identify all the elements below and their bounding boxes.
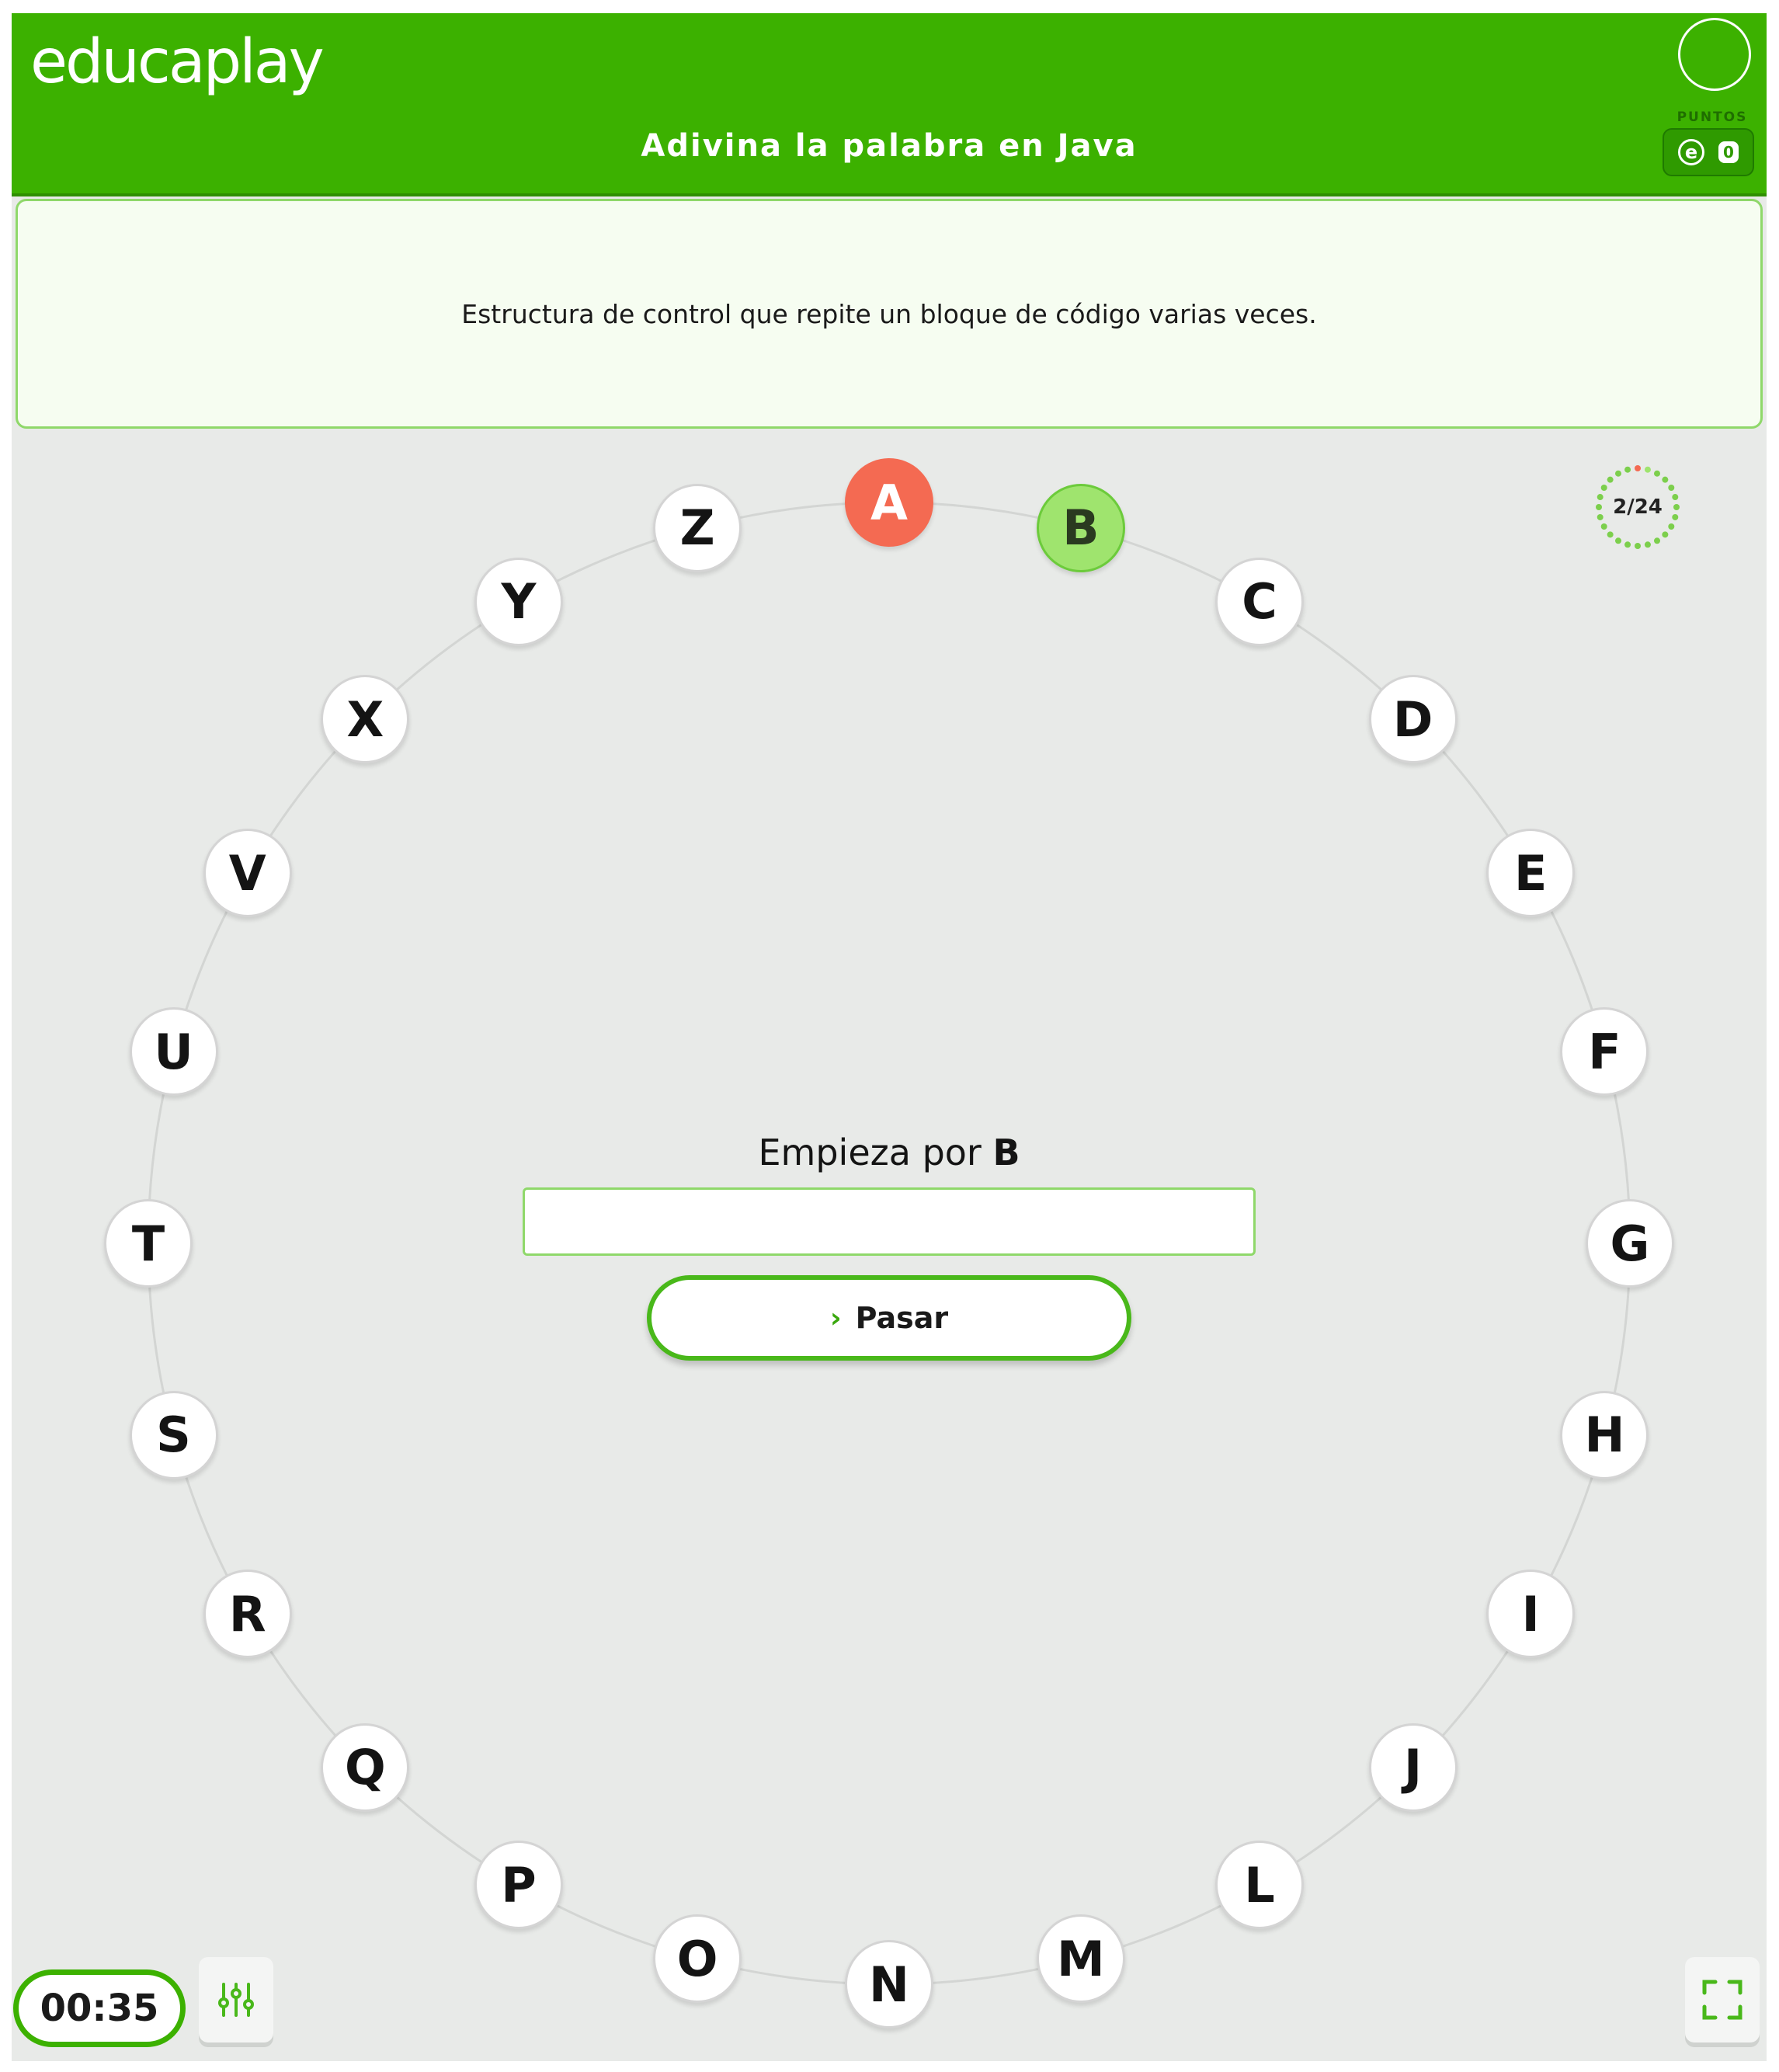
answer-input[interactable]	[523, 1187, 1256, 1256]
letter-b-bubble: B	[1037, 484, 1125, 572]
letter-h-bubble: H	[1560, 1391, 1649, 1479]
letter-n-bubble: N	[845, 1940, 933, 2029]
prompt-letter: B	[992, 1132, 1020, 1173]
timer: 00:35	[13, 1969, 186, 2047]
letter-u-bubble: U	[130, 1007, 218, 1096]
header-bar	[12, 13, 1767, 196]
letter-t-bubble: T	[104, 1199, 193, 1288]
letter-r-bubble: R	[203, 1570, 292, 1658]
pass-button[interactable]	[647, 1275, 1131, 1361]
pass-button-label: Pasar	[855, 1301, 949, 1335]
settings-button[interactable]	[199, 1957, 273, 2042]
letter-m-bubble: M	[1037, 1914, 1125, 2003]
letter-i-bubble: I	[1486, 1570, 1575, 1658]
points-label: PUNTOS	[1676, 110, 1748, 125]
letter-a-bubble: A	[845, 458, 933, 547]
letter-f-bubble: F	[1560, 1007, 1649, 1096]
letter-g-bubble: G	[1586, 1199, 1674, 1288]
sliders-icon	[216, 1980, 256, 2020]
starts-with-prompt	[12, 1132, 1767, 1173]
points-value: 0	[1718, 141, 1739, 163]
educaplay-logo[interactable]: educaplay	[30, 27, 322, 97]
letter-l-bubble: L	[1215, 1841, 1304, 1929]
game-window	[12, 13, 1767, 2061]
letter-j-bubble: J	[1369, 1723, 1458, 1812]
letter-o-bubble: O	[653, 1914, 742, 2003]
letter-e-bubble: E	[1486, 829, 1575, 917]
activity-title: Adivina la palabra en Java	[641, 128, 1138, 164]
prompt-text: Empieza por	[758, 1132, 982, 1173]
fullscreen-icon	[1701, 1979, 1743, 2021]
letter-c-bubble: C	[1215, 558, 1304, 646]
points-badge	[1663, 128, 1754, 176]
letter-q-bubble: Q	[321, 1723, 409, 1812]
letter-v-bubble: V	[203, 829, 292, 917]
letter-d-bubble: D	[1369, 675, 1458, 763]
educaplay-coin-icon: e	[1678, 139, 1704, 165]
progress-counter: 2/24	[1613, 495, 1663, 519]
question-card	[16, 199, 1763, 429]
question-text: Estructura de control que repite un bloque de código varias veces.	[461, 298, 1317, 329]
letter-s-bubble: S	[130, 1391, 218, 1479]
letter-p-bubble: P	[474, 1841, 563, 1929]
user-avatar[interactable]	[1678, 18, 1751, 91]
fullscreen-button[interactable]	[1685, 1957, 1760, 2042]
chevron-right-icon: ›	[829, 1302, 842, 1334]
letter-x-bubble: X	[321, 675, 409, 763]
letter-y-bubble: Y	[474, 558, 563, 646]
letter-z-bubble: Z	[653, 484, 742, 572]
